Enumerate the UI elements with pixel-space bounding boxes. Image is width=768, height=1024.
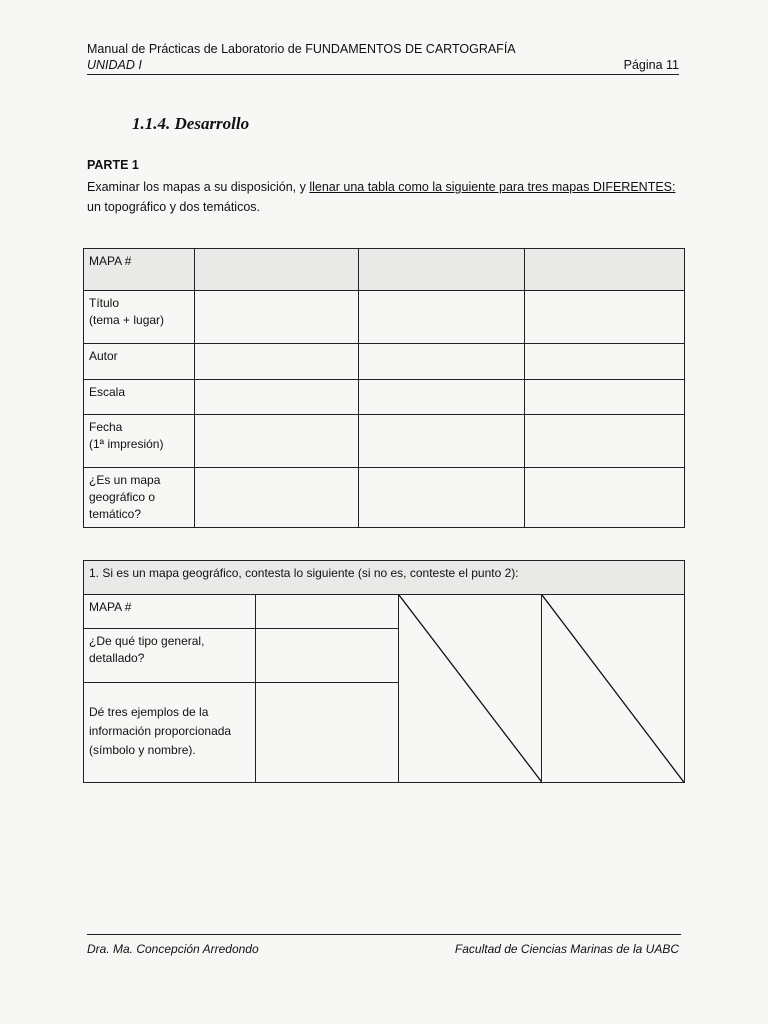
table-row — [84, 344, 685, 380]
table-cell[interactable] — [255, 629, 398, 683]
table-cell[interactable] — [525, 344, 685, 380]
section-title: 1.1.4. Desarrollo — [132, 114, 250, 133]
instructions-after: un topográfico y dos temáticos. — [87, 200, 261, 214]
table-cell[interactable] — [358, 380, 525, 415]
row-label-titulo: Título (tema + lugar) — [84, 291, 195, 344]
footer-institution: Facultad de Ciencias Marinas de la UABC — [454, 942, 679, 956]
table-cell[interactable] — [194, 249, 358, 291]
table-cell[interactable] — [358, 344, 525, 380]
instructions — [87, 177, 687, 217]
instructions-underlined: llenar una tabla como la siguiente para tres mapas DIFERENTES: — [309, 180, 676, 194]
instructions-before: Examinar los mapas a su disposición, y — [87, 180, 310, 194]
table-cell[interactable] — [525, 380, 685, 415]
row-label-tipo: ¿Es un mapa geográfico o temático? — [84, 468, 195, 528]
table-cell[interactable] — [525, 468, 685, 528]
table-cell[interactable] — [525, 291, 685, 344]
footer-author: Dra. Ma. Concepción Arredondo — [87, 942, 259, 956]
row-label-autor: Autor — [84, 344, 195, 380]
diagonal-strike — [399, 595, 542, 782]
header-rule — [87, 74, 679, 75]
table-cell[interactable] — [255, 595, 398, 629]
geographic-map-table — [83, 560, 685, 783]
table-cell[interactable] — [194, 468, 358, 528]
table-cell[interactable] — [194, 415, 358, 468]
page-number: Página 11 — [623, 58, 679, 72]
table-heading: 1. Si es un mapa geográfico, contesta lo siguiente (si no es, conteste el punto 2): — [84, 561, 685, 595]
manual-title: Manual de Prácticas de Laboratorio de FUNDAMENTOS DE CARTOGRAFÍA — [87, 42, 516, 56]
row-label-tipo-general: ¿De qué tipo general, detallado? — [84, 629, 256, 683]
parte-heading: PARTE 1 — [87, 158, 139, 172]
table-cell[interactable] — [358, 468, 525, 528]
table-row — [84, 595, 685, 629]
table-cell[interactable] — [358, 415, 525, 468]
table-cell[interactable] — [525, 249, 685, 291]
table-cell[interactable] — [194, 344, 358, 380]
map-info-table — [83, 248, 685, 528]
row-label-ejemplos: Dé tres ejemplos de la información proporcionada (símbolo y nombre). — [84, 683, 256, 783]
table-row — [84, 561, 685, 595]
diagonal-strike — [542, 595, 684, 782]
table-row — [84, 249, 685, 291]
table-cell[interactable] — [525, 415, 685, 468]
table-cell[interactable] — [358, 249, 525, 291]
header-line-2 — [87, 58, 679, 72]
table-row — [84, 468, 685, 528]
table-cell[interactable] — [194, 291, 358, 344]
footer-rule — [87, 934, 681, 935]
unit-label: UNIDAD I — [87, 58, 142, 72]
table-cell[interactable] — [255, 683, 398, 783]
table-row — [84, 291, 685, 344]
footer — [87, 942, 679, 956]
table-row — [84, 415, 685, 468]
row-label-mapa: MAPA # — [84, 595, 256, 629]
row-label-fecha: Fecha (1ª impresión) — [84, 415, 195, 468]
row-label-escala: Escala — [84, 380, 195, 415]
table-cell[interactable] — [358, 291, 525, 344]
crossed-out-cell — [542, 595, 685, 783]
table-cell[interactable] — [194, 380, 358, 415]
crossed-out-cell — [398, 595, 542, 783]
row-label-mapa: MAPA # — [84, 249, 195, 291]
table-row — [84, 380, 685, 415]
